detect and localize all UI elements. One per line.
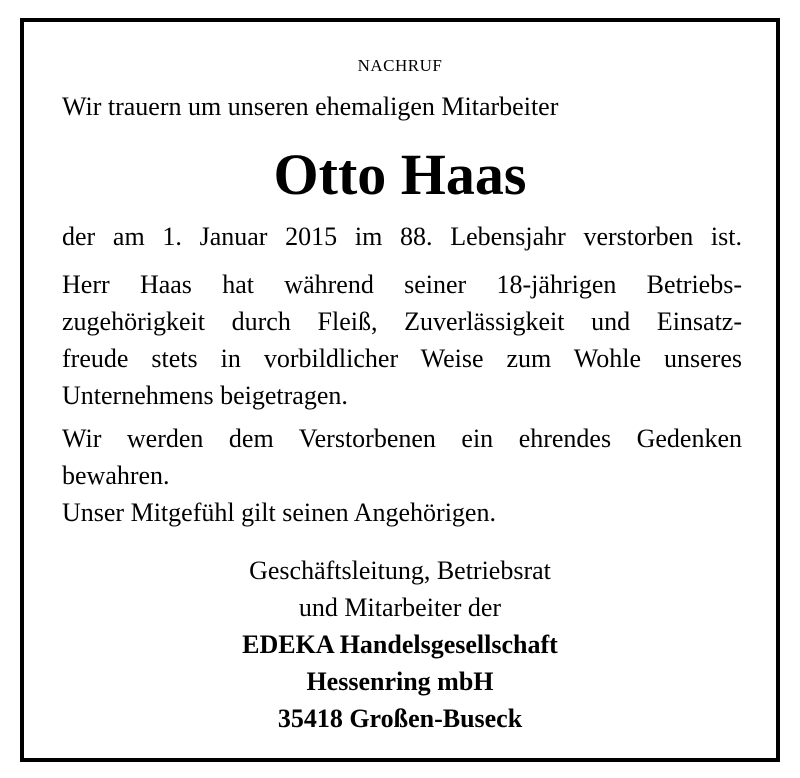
tribute-paragraph — [62, 266, 742, 414]
tribute-line: zugehörigkeit durch Fleiß, Zuverlässigkeit und Einsatz- — [62, 307, 742, 336]
company-name: Hessenring mbH — [306, 667, 494, 696]
intro-text: Wir trauern um unseren ehemaligen Mitarbeiter — [62, 92, 559, 121]
company-name: EDEKA Handelsgesellschaft — [242, 630, 558, 659]
condolence-line: Wir werden dem Verstorbenen ein ehrendes Gedenken — [62, 424, 742, 453]
company-address: 35418 Großen-Buseck — [277, 704, 523, 733]
notice-heading: NACHRUF — [357, 56, 443, 75]
condolence-paragraph — [62, 420, 742, 531]
tribute-line: Unternehmens beigetragen. — [62, 381, 348, 410]
signature-line: und Mitarbeiter der — [298, 593, 502, 622]
tribute-line: Herr Haas hat während seiner 18-jährigen Betriebs- — [62, 270, 742, 299]
condolence-line: bewahren. — [62, 461, 170, 490]
death-statement: der am 1. Januar 2015 im 88. Lebensjahr verstorben ist. — [62, 222, 742, 251]
signature-block — [0, 552, 800, 737]
signature-line: Geschäftsleitung, Betriebsrat — [249, 556, 551, 585]
deceased-name: Otto Haas — [273, 142, 527, 207]
condolence-line: Unser Mitgefühl gilt seinen Angehörigen. — [62, 498, 496, 527]
tribute-line: freude stets in vorbildlicher Weise zum Wohle unseres — [62, 344, 742, 373]
